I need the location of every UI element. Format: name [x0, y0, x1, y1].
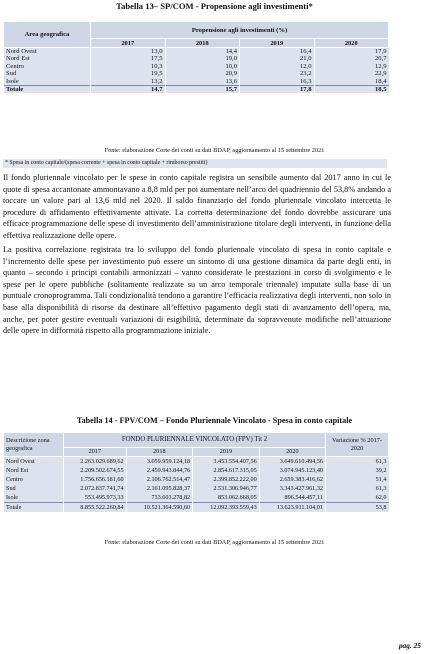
value-cell: 2.399.852.222,00 — [193, 475, 260, 484]
area-cell: Nord Ovest — [4, 48, 91, 56]
area-cell: Nord Est — [4, 466, 64, 475]
area-cell: Sud — [4, 484, 64, 493]
table13-note: * Spesa in conto capitale/(spesa corrente + spesa in conto capitale + rimborso prestiti) — [3, 159, 387, 168]
table-row — [4, 48, 389, 56]
table14-year: 2019 — [193, 448, 260, 457]
value-cell: 13,0 — [91, 48, 166, 56]
table-row — [4, 475, 389, 484]
value-cell: 10.521.364.590,60 — [126, 503, 193, 513]
table13-year: 2019 — [240, 39, 315, 48]
value-cell: 10,3 — [91, 63, 166, 70]
value-cell: 3.649.610.494,56 — [259, 457, 325, 467]
body-paragraph: La positiva correlazione registrata tra lo sviluppo del fondo pluriennale vincolato di spesa in conto capitale e l’incremento delle spese per investimento può essere un sintomo di una gestione dinamica da parte degli enti, in quanto – secondo i principi contabili armonizzati – vanno considerate le prestazioni in corso di svolgimento e le spese per le opere pubbliche (solitamente realizzate su un arco temporale triennale) imputate sulla base di un puntuale cronoprogramma. Tali condizionalità tendono a garantire l’efficacia realizzativa degli interventi, non solo in base alla disponibilità di risorse da destinare all’effettivo pagamento degli stati di avanzamento dell’opera, ma, anche, per poter gestire eventuali variazioni di esigibilità, determinate da sopravvenute modifiche nell’attuazione delle opere in difformità rispetto alla programmazione iniziale. — [3, 245, 391, 336]
area-cell: Totale — [4, 503, 64, 513]
value-cell: 896.544.457,11 — [259, 493, 325, 503]
value-cell: 20,7 — [314, 55, 389, 62]
value-cell: 13,2 — [91, 78, 166, 86]
variation-cell: 61,3 — [326, 457, 389, 467]
value-cell: 14,7 — [91, 86, 166, 94]
table14-year: 2020 — [259, 448, 325, 457]
area-cell: Isole — [4, 493, 64, 503]
variation-cell: 61,3 — [326, 484, 389, 493]
value-cell: 14,4 — [165, 48, 240, 56]
value-cell: 16,4 — [240, 48, 315, 56]
value-cell: 23,2 — [240, 70, 315, 77]
table-row — [4, 78, 389, 86]
table-row — [4, 493, 389, 503]
table13-area-header: Area geografica — [4, 22, 91, 48]
table14-desc-header: Descrizione zona geografica — [4, 433, 64, 457]
table-row — [4, 457, 389, 467]
value-cell: 1.756.656.181,60 — [64, 475, 127, 484]
value-cell: 2.072.837.741,74 — [64, 484, 127, 493]
value-cell: 19,0 — [165, 55, 240, 62]
value-cell: 853.062.668,05 — [193, 493, 260, 503]
value-cell: 2.106.762.514,47 — [126, 475, 193, 484]
table14-title: Tabella 14 - FPV/COM – Fondo Pluriennale Vincolato - Spesa in conto capitale — [76, 416, 353, 425]
body-paragraph: Il fondo pluriennale vincolato per le spese in conto capitale registra un sensibile aumento dal 2017 anno in cui le quote di spesa accantonate ammontavano a 8,8 mld per poi aumentare nell’arco del quadriennio del 53,8% andando a toccare un valore pari al 13,6 mld nel 2020. Il saldo finanziario del fondo pluriennale vincolato intercetta le procedure di affidamento effettivamente attivate. La corretta determinazione del fondo dovrebbe assicurare una efficace programmazione delle spese di investimento dell’amministrazione titolare degli interventi, in funzione della effettiva realizzazione delle opere. — [3, 173, 391, 240]
value-cell: 3.059.959.124,18 — [126, 457, 193, 467]
table13-group-header: Propensione agli investimenti (%) — [91, 22, 389, 39]
value-cell: 3.453.554.407,56 — [193, 457, 260, 467]
table14-source: Fonte: elaborazione Corte dei conti su dati BDAP, aggiornamento al 15 settembre 2021 — [104, 539, 325, 546]
value-cell: 2.263.029.689,62 — [64, 457, 127, 467]
variation-cell: 39,2 — [326, 466, 389, 475]
table14 — [3, 432, 389, 512]
value-cell: 21,0 — [240, 55, 315, 62]
table-row — [4, 70, 389, 77]
value-cell: 553.495.973,33 — [64, 493, 127, 503]
value-cell: 8.855.522.260,84 — [64, 503, 127, 513]
value-cell: 18,5 — [314, 86, 389, 94]
value-cell: 2.459.943.844,76 — [126, 466, 193, 475]
table14-year: 2018 — [126, 448, 193, 457]
table13-year: 2017 — [91, 39, 166, 48]
page-number: pag. 25 — [398, 641, 421, 650]
value-cell: 2.161.095.828,37 — [126, 484, 193, 493]
value-cell: 733.603.278,82 — [126, 493, 193, 503]
table13-year: 2018 — [165, 39, 240, 48]
value-cell: 15,7 — [165, 86, 240, 94]
table-row — [4, 484, 389, 493]
value-cell: 18,4 — [314, 78, 389, 86]
table-row — [4, 466, 389, 475]
variation-cell: 51,4 — [326, 475, 389, 484]
value-cell: 16,3 — [240, 78, 315, 86]
value-cell: 3.074.945.123,40 — [259, 466, 325, 475]
value-cell: 10,0 — [165, 63, 240, 70]
area-cell: Centro — [4, 475, 64, 484]
area-cell: Nord Est — [4, 55, 91, 62]
variation-cell: 62,0 — [326, 493, 389, 503]
value-cell: 12,9 — [314, 63, 389, 70]
table-row — [4, 55, 389, 62]
value-cell: 13,6 — [165, 78, 240, 86]
value-cell: 2.209.502.674,55 — [64, 466, 127, 475]
value-cell: 13.623.911.104,01 — [259, 503, 325, 513]
value-cell: 22,9 — [314, 70, 389, 77]
table14-group-header: FONDO PLURIENNALE VINCOLATO (FPV) Tit 2 — [64, 433, 326, 448]
value-cell: 2.659.383.416,62 — [259, 475, 325, 484]
table13-source: Fonte: elaborazione Corte dei conti su dati BDAP, aggiornamento al 15 settembre 2021 — [104, 147, 325, 154]
table14-year: 2017 — [64, 448, 127, 457]
area-cell: Totale — [4, 86, 91, 94]
value-cell: 12.092.393.559,43 — [193, 503, 260, 513]
table-total-row — [4, 86, 389, 94]
value-cell: 2.531.306.946,77 — [193, 484, 260, 493]
table-total-row — [4, 503, 389, 513]
value-cell: 12,0 — [240, 63, 315, 70]
area-cell: Sud — [4, 70, 91, 77]
value-cell: 2.854.617.315,05 — [193, 466, 260, 475]
area-cell: Nord Ovest — [4, 457, 64, 467]
value-cell: 17,5 — [91, 55, 166, 62]
value-cell: 17,8 — [240, 86, 315, 94]
value-cell: 20,9 — [165, 70, 240, 77]
value-cell: 19,5 — [91, 70, 166, 77]
table-row — [4, 63, 389, 70]
value-cell: 3.343.427.961,32 — [259, 484, 325, 493]
value-cell: 17,9 — [314, 48, 389, 56]
area-cell: Isole — [4, 78, 91, 86]
variation-cell: 53,8 — [326, 503, 389, 513]
table14-var-header: Variazione % 2017- 2020 — [326, 433, 389, 457]
table13-year: 2020 — [314, 39, 389, 48]
area-cell: Centro — [4, 63, 91, 70]
table13 — [3, 21, 389, 93]
table13-title: Tabella 13– SP/COM - Propensione agli investimenti* — [116, 1, 313, 11]
